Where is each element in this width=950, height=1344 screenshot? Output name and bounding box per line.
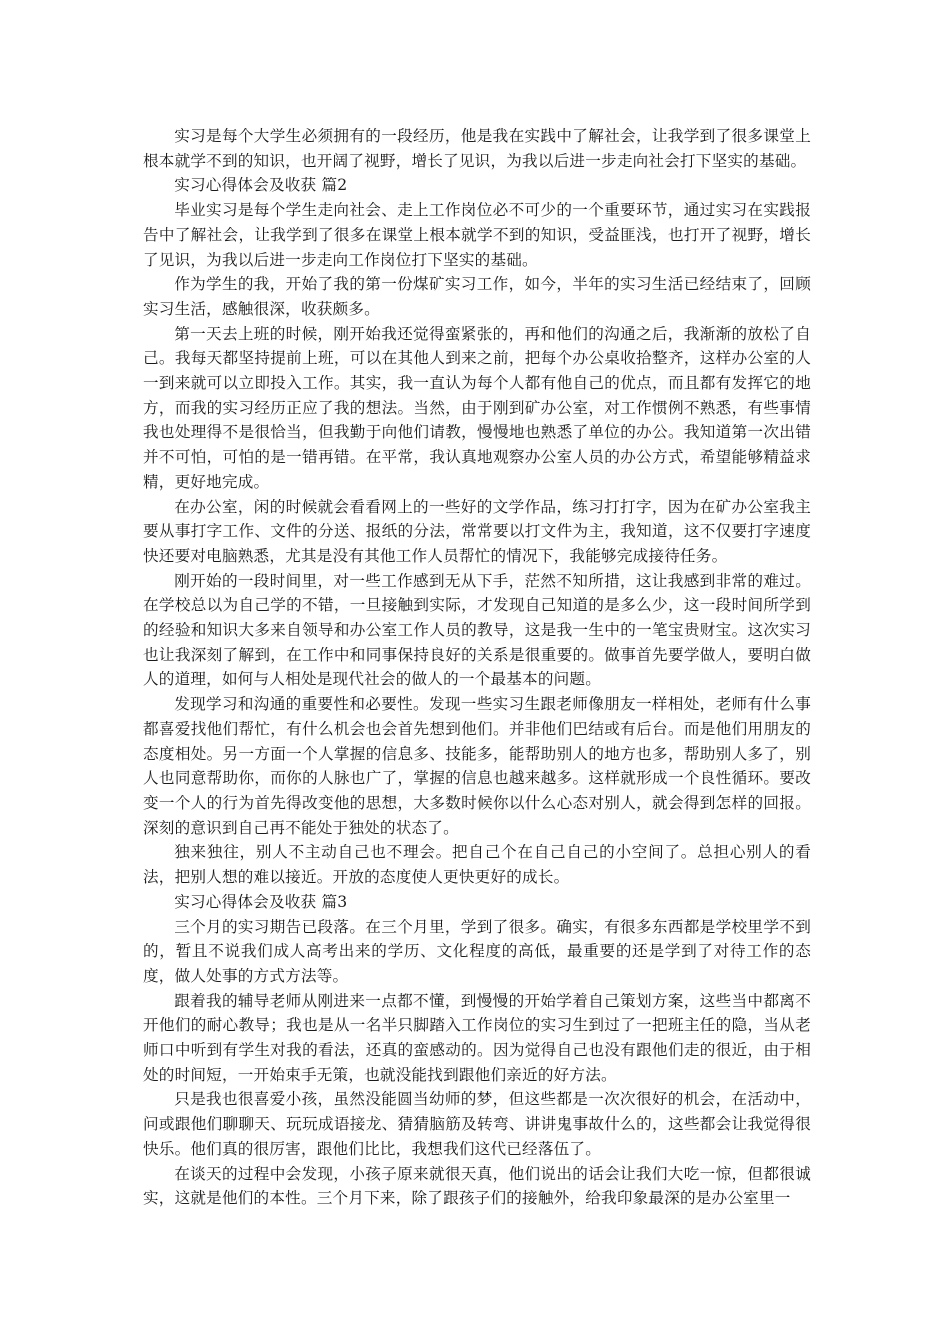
paragraph-4: 第一天去上班的时候，刚开始我还觉得蛮紧张的，再和他们的沟通之后，我渐渐的放松了自己。我每天都坚持提前上班，可以在其他人到来之前，把每个办公桌收拾整齐，这样办公室的人一到来就可以立即投入工作。其实，我一直认为每个人都有他自己的优点，而且都有发挥它的地方，而我的实习经历正应了我的想法。当然，由于刚到矿办公室，对工作惯例不熟悉，有些事情我也处理得不是很恰当，但我勤于向他们请教，慢慢地也熟悉了单位的办公。我知道第一次出错并不可怕，可怕的是一错再错。在平常，我认真地观察办公室人员的办公方式，希望能够精益求精，更好地完成。 [143,324,811,491]
paragraph-1: 实习是每个大学生必须拥有的一段经历，他是我在实践中了解社会，让我学到了很多课堂上根本就学不到的知识，也开阔了视野，增长了见识，为我以后进一步走向社会打下坚实的基础。 [143,127,811,170]
paragraph-8: 独来独往，别人不主动自己也不理会。把自己个在自己自己的小空间了。总担心别人的看法，把别人想的难以接近。开放的态度使人更快更好的成长。 [143,843,811,887]
paragraph-2: 毕业实习是每个学生走向社会、走上工作岗位必不可少的一个重要环节，通过实习在实践报告中了解社会，让我学到了很多在课堂上根本就学不到的知识，受益匪浅，也打开了视野，增长了见识，为我以后进一步走向工作岗位打下坚实的基础。 [143,201,811,269]
paragraph-7: 发现学习和沟通的重要性和必要性。发现一些实习生跟老师像朋友一样相处，老师有什么事都喜爱找他们帮忙，有什么机会也会首先想到他们。并非他们巴结或有后台。而是他们用朋友的态度相处。另一方面一个人掌握的信息多、技能多，能帮助别人的地方也多，帮助别人多了，别人也同意帮助你，而你的人脉也广了，掌握的信息也越来越多。这样就形成一个良性循环。要改变一个人的行为首先得改变他的思想，大多数时候你以什么心态对别人，就会得到怎样的回报。深刻的意识到自己再不能处于独处的状态了。 [143,695,811,837]
paragraph-9: 三个月的实习期告已段落。在三个月里，学到了很多。确实，有很多东西都是学校里学不到的，暂且不说我们成人高考出来的学历、文化程度的高低，最重要的还是学到了对待工作的态度，做人处事的方式方法等。 [143,917,811,985]
document-body [143,124,811,1211]
section-heading-2: 实习心得体会及收获 篇2 [174,176,348,195]
paragraph-10: 跟着我的辅导老师从刚进来一点都不懂，到慢慢的开始学着自己策划方案，这些当中都离不开他们的耐心教导；我也是从一名半只脚踏入工作岗位的实习生到过了一把班主任的隐，当从老师口中听到有学生对我的看法，还真的蛮感动的。因为觉得自己也没有跟他们走的很近，由于相处的时间短，一开始束手无策，也就没能找到跟他们亲近的好方法。 [143,991,811,1084]
paragraph-3: 作为学生的我，开始了我的第一份煤矿实习工作，如今，半年的实习生活已经结束了，回顾实习生活，感触很深，收获颇多。 [143,275,811,318]
paragraph-5: 在办公室，闲的时候就会看看网上的一些好的文学作品，练习打打字，因为在矿办公室我主要从事打字工作、文件的分送、报纸的分法，常常要以打文件为主，我知道，这不仅要打字速度快还要对电脑熟悉，尤其是没有其他工作人员帮忙的情况下，我能够完成接待任务。 [143,497,811,565]
paragraph-11: 只是我也很喜爱小孩，虽然没能圆当幼师的梦，但这些都是一次次很好的机会，在活动中，问或跟他们聊聊天、玩玩成语接龙、猜猜脑筋及转弯、讲讲鬼事故什么的，这些都会让我觉得很快乐。他们真的很厉害，跟他们比比，我想我们这代已经落伍了。 [143,1090,811,1158]
section-heading-3: 实习心得体会及收获 篇3 [174,892,348,911]
paragraph-12: 在谈天的过程中会发现，小孩子原来就很天真，他们说出的话会让我们大吃一惊，但都很诚实，这就是他们的本性。三个月下来，除了跟孩子们的接触外，给我印象最深的是办公室里一 [143,1164,811,1208]
paragraph-6: 刚开始的一段时间里，对一些工作感到无从下手，茫然不知所措，这让我感到非常的难过。在学校总以为自己学的不错，一旦接触到实际，才发现自己知道的是多么少，这一段时间所学到的经验和知识大多来自领导和办公室工作人员的教导，这是我一生中的一笔宝贵财宝。这次实习也让我深刻了解到，在工作中和同事保持良好的关系是很重要的。做事首先要学做人，要明白做人的道理，如何与人相处是现代社会的做人的一个最基本的问题。 [143,571,811,689]
